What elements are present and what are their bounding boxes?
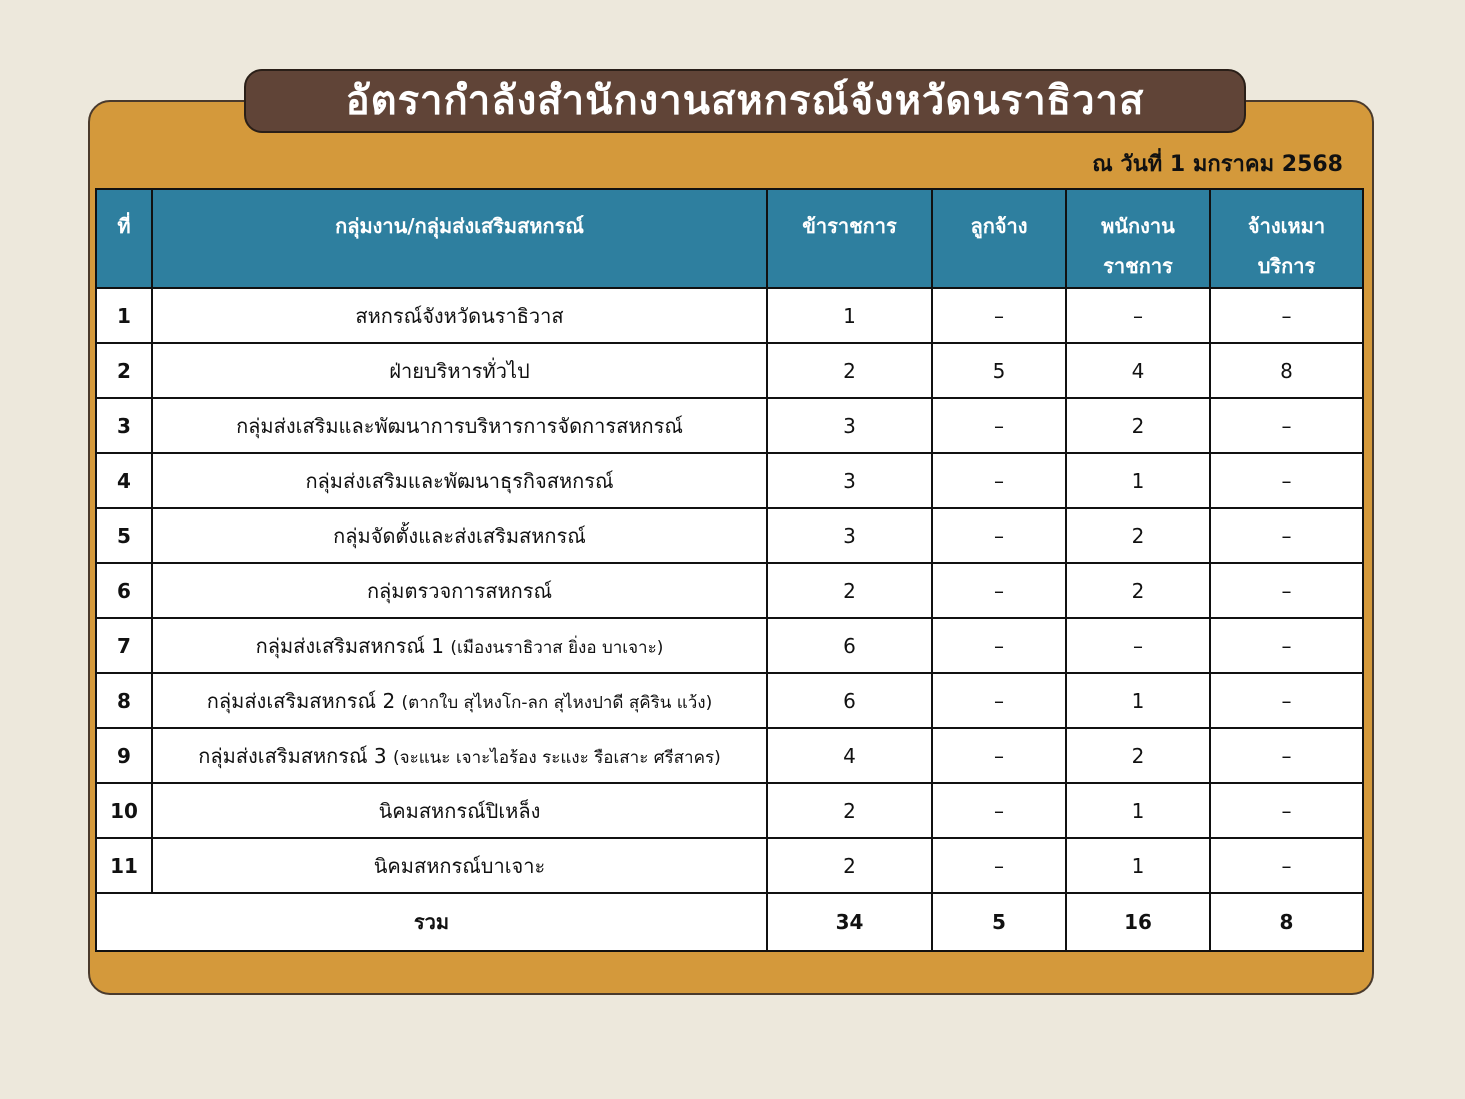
page-title: อัตรากำลังสำนักงานสหกรณ์จังหวัดนราธิวาส [244,69,1246,133]
row-number: 8 [96,673,152,728]
row-officials: 6 [767,673,932,728]
row-officials: 3 [767,453,932,508]
group-name-text: กลุ่มส่งเสริมและพัฒนาธุรกิจสหกรณ์ [305,468,614,493]
group-districts-note: (จะแนะ เจาะไอร้อง ระแงะ รือเสาะ ศรีสาคร) [393,747,721,768]
row-contract: – [1210,728,1363,783]
row-employees: – [932,673,1066,728]
row-employees: – [932,288,1066,343]
row-employees: – [932,453,1066,508]
row-officials: 3 [767,398,932,453]
table-header-row [96,189,1363,288]
row-number: 7 [96,618,152,673]
group-name-text: กลุ่มส่งเสริมและพัฒนาการบริหารการจัดการสหกรณ์ [236,413,683,438]
header-gov-staff-line2: ราชการ [1103,254,1173,278]
row-number: 4 [96,453,152,508]
row-contract: – [1210,563,1363,618]
row-officials: 2 [767,343,932,398]
header-contract-line2: บริการ [1257,254,1316,278]
group-name-text: กลุ่มจัดตั้งและส่งเสริมสหกรณ์ [333,523,586,548]
group-districts-note: (ตากใบ สุไหงโก-ลก สุไหงปาดี สุคิริน แว้ง) [401,692,713,713]
row-group-name [152,453,767,508]
row-gov-staff: 4 [1066,343,1210,398]
row-contract: – [1210,453,1363,508]
group-name-text: นิคมสหกรณ์ปิเหล็ง [378,798,541,823]
row-number: 11 [96,838,152,893]
row-gov-staff: – [1066,288,1210,343]
row-employees: – [932,508,1066,563]
group-name-text: กลุ่มส่งเสริมสหกรณ์ 1 [255,633,444,658]
header-contract-line1: จ้างเหมา [1247,214,1326,238]
row-gov-staff: 2 [1066,398,1210,453]
header-officials: ข้าราชการ [767,189,932,288]
row-group-name [152,783,767,838]
table-row [96,508,1363,563]
row-contract: – [1210,398,1363,453]
table-row [96,838,1363,893]
table-body [96,288,1363,893]
header-employees: ลูกจ้าง [932,189,1066,288]
group-name-text: กลุ่มส่งเสริมสหกรณ์ 3 [198,743,387,768]
total-contract: 8 [1210,893,1363,951]
header-gov-staff-line1: พนักงาน [1101,214,1175,238]
row-gov-staff: 2 [1066,508,1210,563]
table-row [96,673,1363,728]
row-number: 6 [96,563,152,618]
row-contract: – [1210,673,1363,728]
total-gov-staff: 16 [1066,893,1210,951]
row-gov-staff: 1 [1066,453,1210,508]
row-officials: 4 [767,728,932,783]
row-officials: 2 [767,838,932,893]
row-contract: 8 [1210,343,1363,398]
total-employees: 5 [932,893,1066,951]
row-employees: – [932,618,1066,673]
total-row [96,893,1363,951]
row-gov-staff: 2 [1066,728,1210,783]
row-gov-staff: 1 [1066,838,1210,893]
row-employees: – [932,563,1066,618]
row-employees: 5 [932,343,1066,398]
table-row [96,288,1363,343]
row-officials: 1 [767,288,932,343]
row-officials: 2 [767,783,932,838]
row-contract: – [1210,288,1363,343]
row-number: 9 [96,728,152,783]
row-officials: 3 [767,508,932,563]
group-name-text: กลุ่มตรวจการสหกรณ์ [366,578,553,603]
table-row [96,398,1363,453]
row-number: 5 [96,508,152,563]
row-contract: – [1210,838,1363,893]
row-group-name [152,563,767,618]
row-gov-staff: 1 [1066,783,1210,838]
row-group-name [152,343,767,398]
row-group-name [152,508,767,563]
group-name-text: กลุ่มส่งเสริมสหกรณ์ 2 [206,688,396,713]
header-no: ที่ [96,189,152,288]
row-number: 10 [96,783,152,838]
row-group-name [152,728,767,783]
row-group-name [152,838,767,893]
row-group-name [152,618,767,673]
table-row [96,343,1363,398]
header-gov-staff [1066,189,1210,288]
header-contract [1210,189,1363,288]
row-group-name [152,673,767,728]
row-employees: – [932,783,1066,838]
group-districts-note: (เมืองนราธิวาส ยิ่งอ บาเจาะ) [450,637,664,658]
date-label: ณ วันที่ 1 มกราคม 2568 [1092,152,1343,177]
row-group-name [152,288,767,343]
total-label: รวม [96,893,767,951]
table-row [96,618,1363,673]
row-number: 2 [96,343,152,398]
table-row [96,563,1363,618]
group-name-text: สหกรณ์จังหวัดนราธิวาส [355,303,564,328]
table-row [96,783,1363,838]
row-number: 1 [96,288,152,343]
row-group-name [152,398,767,453]
row-contract: – [1210,618,1363,673]
row-contract: – [1210,508,1363,563]
row-employees: – [932,728,1066,783]
header-group: กลุ่มงาน/กลุ่มส่งเสริมสหกรณ์ [152,189,767,288]
row-gov-staff: 2 [1066,563,1210,618]
row-contract: – [1210,783,1363,838]
group-name-text: นิคมสหกรณ์บาเจาะ [373,853,546,878]
row-employees: – [932,398,1066,453]
row-officials: 6 [767,618,932,673]
row-employees: – [932,838,1066,893]
row-officials: 2 [767,563,932,618]
row-number: 3 [96,398,152,453]
row-gov-staff: – [1066,618,1210,673]
total-officials: 34 [767,893,932,951]
table-row [96,453,1363,508]
row-gov-staff: 1 [1066,673,1210,728]
group-name-text: ฝ่ายบริหารทั่วไป [389,358,530,383]
staff-table [95,188,1364,952]
table-row [96,728,1363,783]
